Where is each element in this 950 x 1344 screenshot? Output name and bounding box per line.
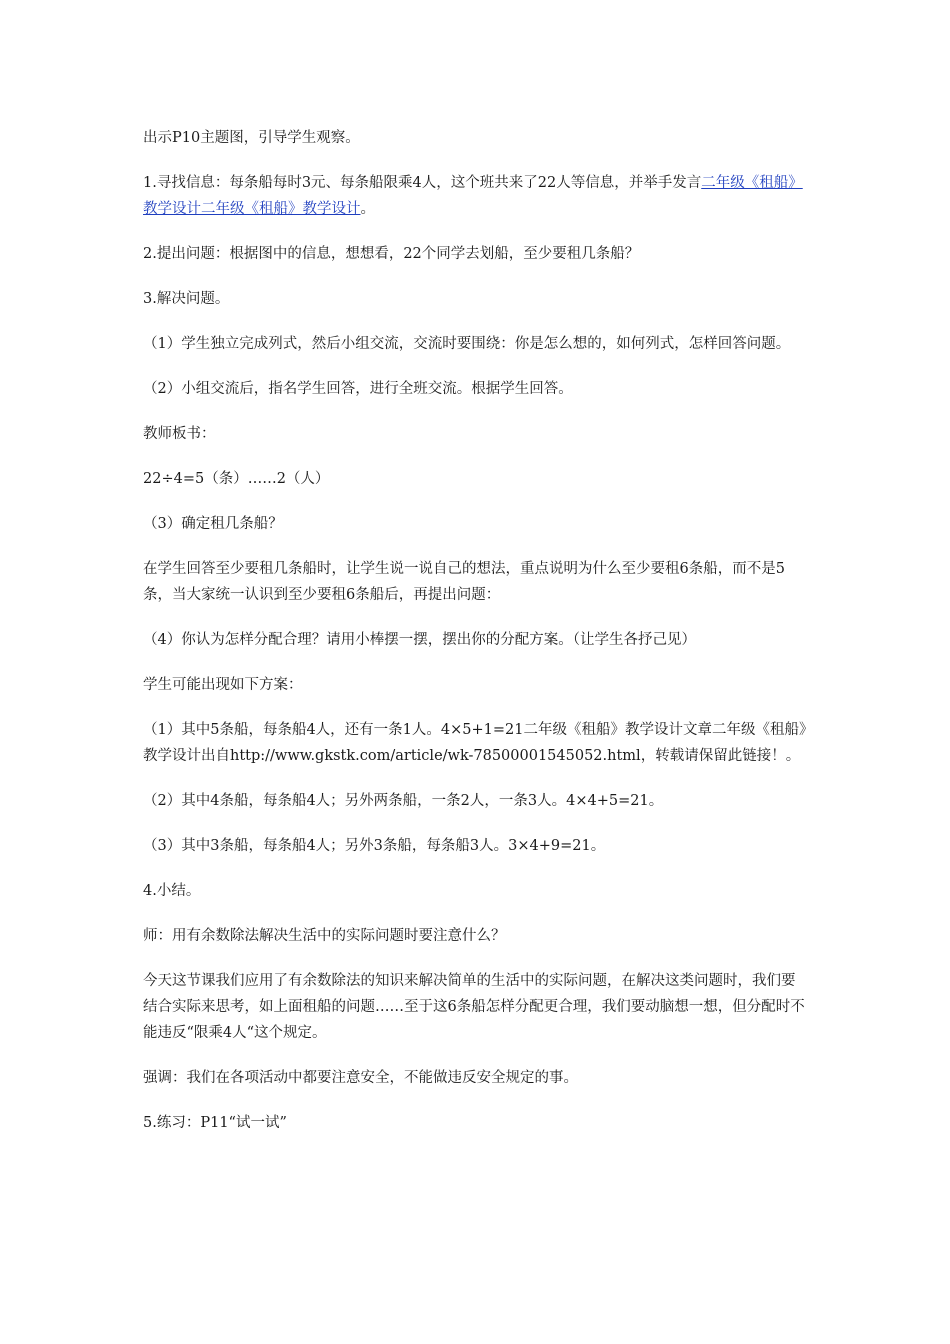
paragraph-text-end: 。 <box>360 201 375 217</box>
paragraph-plan-2: （2）其中4条船，每条船4人；另外两条船，一条2人，一条3人。4×4+5=21。 <box>143 793 664 809</box>
paragraph-step-2: （2）小组交流后，指名学生回答，进行全班交流。根据学生回答。 <box>143 381 573 397</box>
paragraph-step-1: （1）学生独立完成列式，然后小组交流，交流时要围绕：你是怎么想的，如何列式，怎样回答问题。 <box>143 336 791 352</box>
article-link[interactable]: 二年级《租船》教学设计二年级《租船》教学设计 <box>143 175 803 217</box>
paragraph-step-3: （3）确定租几条船？ <box>143 516 283 532</box>
paragraph-text: 1.寻找信息：每条船每时3元、每条船限乘4人，这个班共来了22人等信息，并举手发言 <box>143 175 702 191</box>
paragraph-today: 今天这节课我们应用了有余数除法的知识来解决简单的生活中的实际问题，在解决这类问题时，我们要结合实际来思考，如上面租船的问题……至于这6条船怎样分配更合理，我们要动脑想一想，但分配时不能违反“限乘4人“这个规定。 <box>143 973 805 1041</box>
paragraph-explain: 在学生回答至少要租几条船时，让学生说一说自己的想法，重点说明为什么至少要租6条船，而不是5条，当大家统一认识到至少要租6条船后，再提出问题： <box>143 561 785 603</box>
paragraph-board: 教师板书： <box>143 426 216 442</box>
paragraph-plan-3: （3）其中3条船，每条船4人；另外3条船，每条船3人。3×4+9=21。 <box>143 838 606 854</box>
paragraph-emphasis: 强调：我们在各项活动中都要注意安全，不能做违反安全规定的事。 <box>143 1070 578 1086</box>
paragraph-intro: 出示P10主题图，引导学生观察。 <box>143 130 360 146</box>
paragraph-find-info <box>143 170 808 222</box>
paragraph-practice: 5.练习：P11“试一试” <box>143 1115 287 1131</box>
paragraph-plan-1: （1）其中5条船，每条船4人，还有一条1人。4×5+1=21二年级《租船》教学设计文章二年级《租船》教学设计出自http://www.gkstk.com/article/wk-78500001545052.html，转载请保留此链接！。 <box>143 722 807 764</box>
paragraph-plans-intro: 学生可能出现如下方案： <box>143 677 303 693</box>
paragraph-question: 2.提出问题：根据图中的信息，想想看，22个同学去划船，至少要租几条船？ <box>143 246 640 262</box>
paragraph-solve: 3.解决问题。 <box>143 291 230 307</box>
paragraph-step-4: （4）你认为怎样分配合理？请用小棒摆一摆，摆出你的分配方案。（让学生各抒己见） <box>143 632 696 648</box>
paragraph-summary: 4.小结。 <box>143 883 201 899</box>
paragraph-equation: 22÷4=5（条）……2（人） <box>143 471 330 487</box>
paragraph-teacher: 师：用有余数除法解决生活中的实际问题时要注意什么？ <box>143 928 506 944</box>
document-body <box>143 125 808 1155</box>
